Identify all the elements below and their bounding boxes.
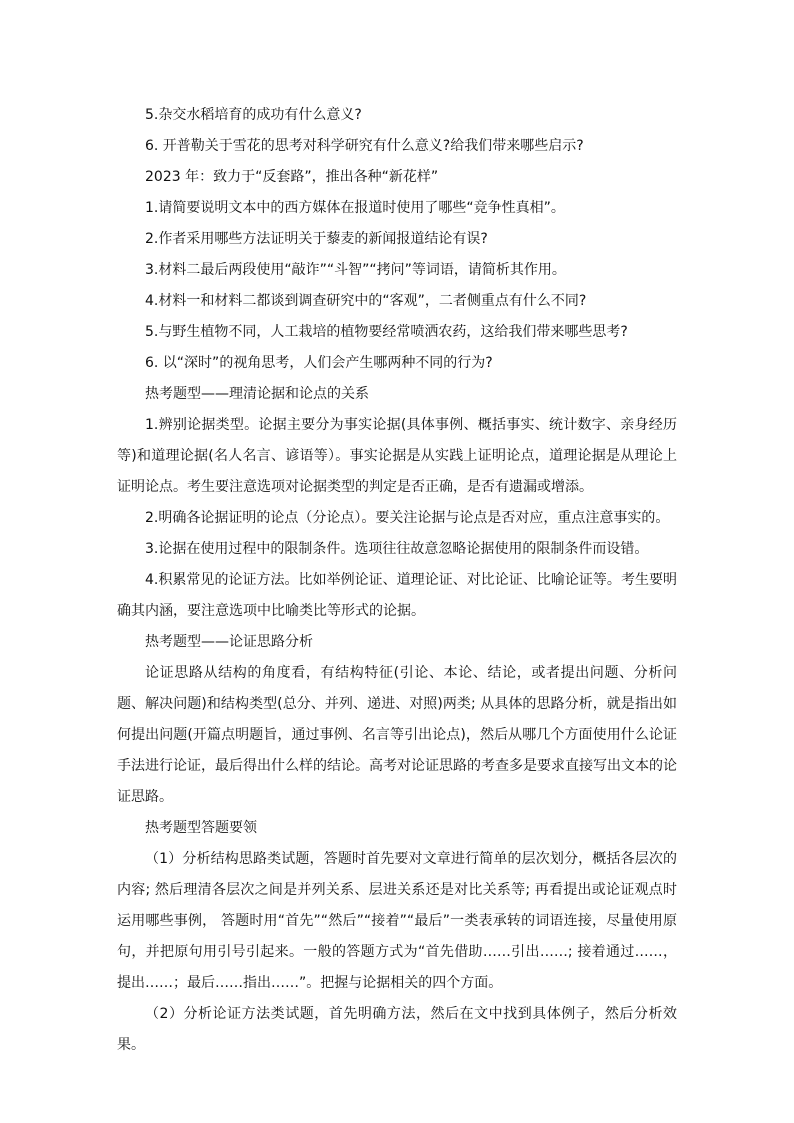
question-line: 6. 以“深时”的视角思考，人们会产生哪两种不同的行为? xyxy=(145,355,493,371)
body-paragraph: 1.辨别论据类型。论据主要分为事实论据(具体事例、概括事实、统计数字、亲身经历等)和道理论据(名人名言、谚语等）。事实论据是从实践上证明论点，道理论据是从理论上证明论点。考生要注意选项对论据类型的判定是否正确，是否有遗漏或增添。 xyxy=(117,417,677,495)
section-heading: 热考题型答题要领 xyxy=(145,820,257,836)
question-line: 5.与野生植物不同，人工栽培的植物要经常喷洒农药，这给我们带来哪些思考? xyxy=(145,324,628,340)
body-paragraph: （1）分析结构思路类试题，答题时首先要对文章进行简单的层次划分，概括各层次的内容; 然后理清各层次之间是并列关系、层进关系还是对比关系等; 再看提出或论证观点时运用哪些事例， 答题时用“首先”“然后”“接着”“最后”一类表承转的词语连接，尽量使用原句，并把原句用引号引起来。一般的答题方式为“首先借助……引出……; 接着通过……，提出……；最后……指出……”。把握与论据相关的四个方面。 xyxy=(117,851,677,991)
section-heading: 热考题型——论证思路分析 xyxy=(145,634,313,650)
question-line: 4.材料一和材料二都谈到调查研究中的“客观”，二者侧重点有什么不同? xyxy=(145,293,587,309)
body-paragraph: （2）分析论证方法类试题，首先明确方法，然后在文中找到具体例子，然后分析效果。 xyxy=(117,1006,677,1053)
body-paragraph: 4.积累常见的论证方法。比如举例论证、道理论证、对比论证、比喻论证等。考生要明确其内涵，要注意选项中比喻类比等形式的论据。 xyxy=(117,572,677,619)
question-line: 1.请简要说明文本中的西方媒体在报道时使用了哪些“竞争性真相”。 xyxy=(145,200,565,216)
question-line: 2.作者采用哪些方法证明关于藜麦的新闻报道结论有误? xyxy=(145,231,488,247)
section-heading: 热考题型——理清论据和论点的关系 xyxy=(145,386,369,402)
question-line: 5.杂交水稻培育的成功有什么意义? xyxy=(145,107,362,123)
body-paragraph: 论证思路从结构的角度看，有结构特征(引论、本论、结论，或者提出问题、分析问题、解决问题)和结构类型(总分、并列、递进、对照)两类; 从具体的思路分析，就是指出如何提出问题(开篇点明题旨，通过事例、名言等引出论点)，然后从哪几个方面使用什么论证手法进行论证，最后得出什么样的结论。高考对论证思路的考查多是要求直接写出文本的论证思路。 xyxy=(117,665,677,805)
year-heading: 2023 年：致力于“反套路”，推出各种“新花样” xyxy=(145,169,439,185)
question-line: 6. 开普勒关于雪花的思考对科学研究有什么意义?给我们带来哪些启示? xyxy=(145,138,584,154)
body-paragraph: 2.明确各论据证明的论点（分论点）。要关注论据与论点是否对应，重点注意事实的。 xyxy=(145,510,670,526)
body-paragraph: 3.论据在使用过程中的限制条件。选项往往故意忽略论据使用的限制条件而设错。 xyxy=(145,541,649,557)
question-line: 3.材料二最后两段使用“敲诈”“斗智”“拷问”等词语，请简析其作用。 xyxy=(145,262,566,278)
